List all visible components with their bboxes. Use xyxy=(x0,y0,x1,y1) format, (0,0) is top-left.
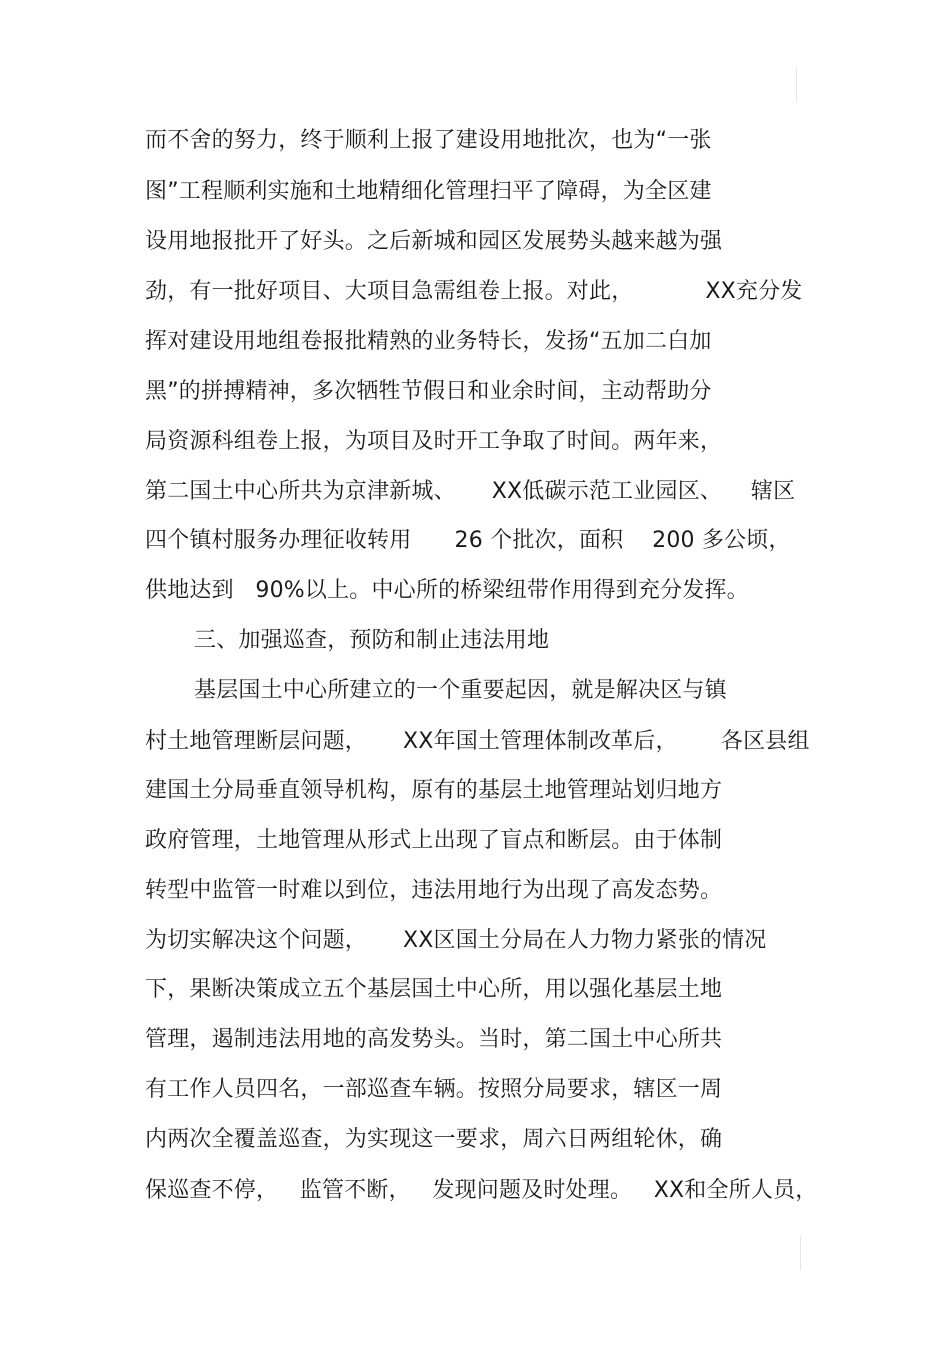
text-line: 设用地报批开了好头。之后新城和园区发展势头越来越为强 xyxy=(145,229,723,254)
text-line: 挥对建设用地组卷报批精熟的业务特长，发扬“五加二白加 xyxy=(145,329,712,354)
text-line: 劲，有一批好项目、大项目急需组卷上报。对此， XX充分发 xyxy=(145,279,803,304)
text-line: 局资源科组卷上报，为项目及时开工争取了时间。两年来， xyxy=(145,429,723,454)
text-line: 有工作人员四名，一部巡查车辆。按照分局要求，辖区一周 xyxy=(145,1077,723,1102)
section-heading: 三、加强巡查，预防和制止违法用地 xyxy=(194,628,550,653)
text-line: 供地达到 90%以上。中心所的桥梁纽带作用得到充分发挥。 xyxy=(145,578,749,603)
text-line: 第二国土中心所共为京津新城、 XX低碳示范工业园区、 辖区 xyxy=(145,479,796,504)
text-line: 图”工程顺利实施和土地精细化管理扫平了障碍，为全区建 xyxy=(145,179,712,204)
text-line: 黑”的拼搏精神，多次牺牲节假日和业余时间，主动帮助分 xyxy=(145,379,712,404)
text-line: 为切实解决这个问题， XX区国土分局在人力物力紧张的情况 xyxy=(145,928,767,953)
text-line: 建国土分局垂直领导机构，原有的基层土地管理站划归地方 xyxy=(145,778,723,803)
text-line: 政府管理，土地管理从形式上出现了盲点和断层。由于体制 xyxy=(145,828,723,853)
text-line: 村土地管理断层问题， XX年国土管理体制改革后， 各区县组 xyxy=(145,729,810,754)
page-edge-mark-top xyxy=(796,68,797,102)
text-line: 内两次全覆盖巡查，为实现这一要求，周六日两组轮休，确 xyxy=(145,1127,723,1152)
text-line: 下，果断决策成立五个基层国土中心所，用以强化基层土地 xyxy=(145,977,723,1002)
text-line: 四个镇村服务办理征收转用 26 个批次，面积 200 多公顷， xyxy=(145,528,791,553)
text-line: 保巡查不停， 监管不断， 发现问题及时处理。 XX和全所人员， xyxy=(145,1178,818,1203)
text-line: 而不舍的努力，终于顺利上报了建设用地批次，也为“一张 xyxy=(145,128,712,153)
page-edge-mark-bottom xyxy=(800,1236,801,1270)
text-line: 管理，遏制违法用地的高发势头。当时，第二国土中心所共 xyxy=(145,1027,723,1052)
text-line: 转型中监管一时难以到位，违法用地行为出现了高发态势。 xyxy=(145,878,723,903)
text-line: 基层国土中心所建立的一个重要起因，就是解决区与镇 xyxy=(194,678,727,703)
